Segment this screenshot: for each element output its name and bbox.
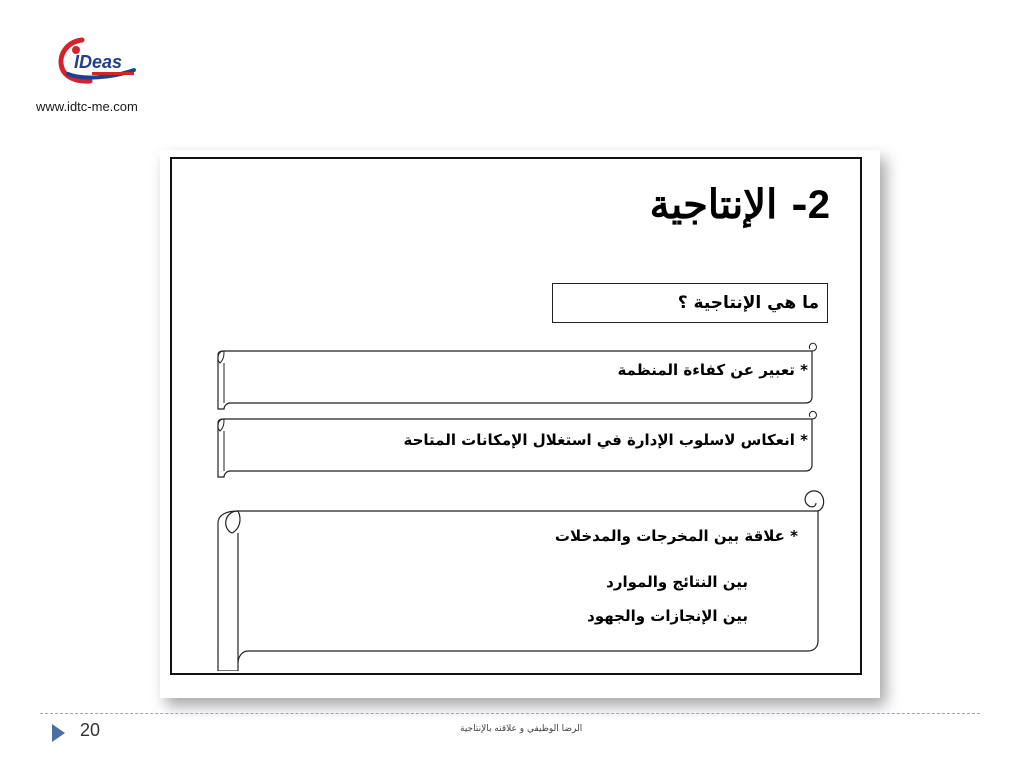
- footer-caption: الرضا الوظيفي و علاقته بالإنتاجية: [460, 724, 583, 734]
- title-dash: -: [791, 181, 808, 228]
- big-banner-line-1: بين النتائج والموارد: [606, 573, 748, 591]
- slide-frame: [170, 157, 862, 675]
- footer-divider: [40, 713, 980, 714]
- ideas-logo: [52, 34, 142, 86]
- banner-text: * تعبير عن كفاءة المنظمة: [617, 361, 808, 379]
- slide-title: [650, 181, 830, 228]
- website-url[interactable]: www.idtc-me.com: [36, 99, 138, 114]
- title-number: 2: [807, 183, 830, 227]
- title-word: الإنتاجية: [649, 181, 778, 228]
- banner-efficiency: [212, 339, 822, 413]
- banner-relationship: [212, 481, 832, 671]
- question-box: ما هي الإنتاجية ؟: [552, 283, 828, 323]
- banner-text: * انعكاس لاسلوب الإدارة في استغلال الإمكانات المتاحة: [403, 431, 808, 449]
- svg-text:IDeas: IDeas: [74, 52, 123, 72]
- big-banner-heading: * علاقة بين المخرجات والمدخلات: [554, 527, 798, 545]
- banner-management: [212, 407, 822, 481]
- logo-graphic: [52, 34, 142, 86]
- page-number: 20: [80, 720, 101, 740]
- big-banner-line-2: بين الإنجازات والجهود: [587, 607, 748, 625]
- footer-arrow-icon: [52, 724, 65, 742]
